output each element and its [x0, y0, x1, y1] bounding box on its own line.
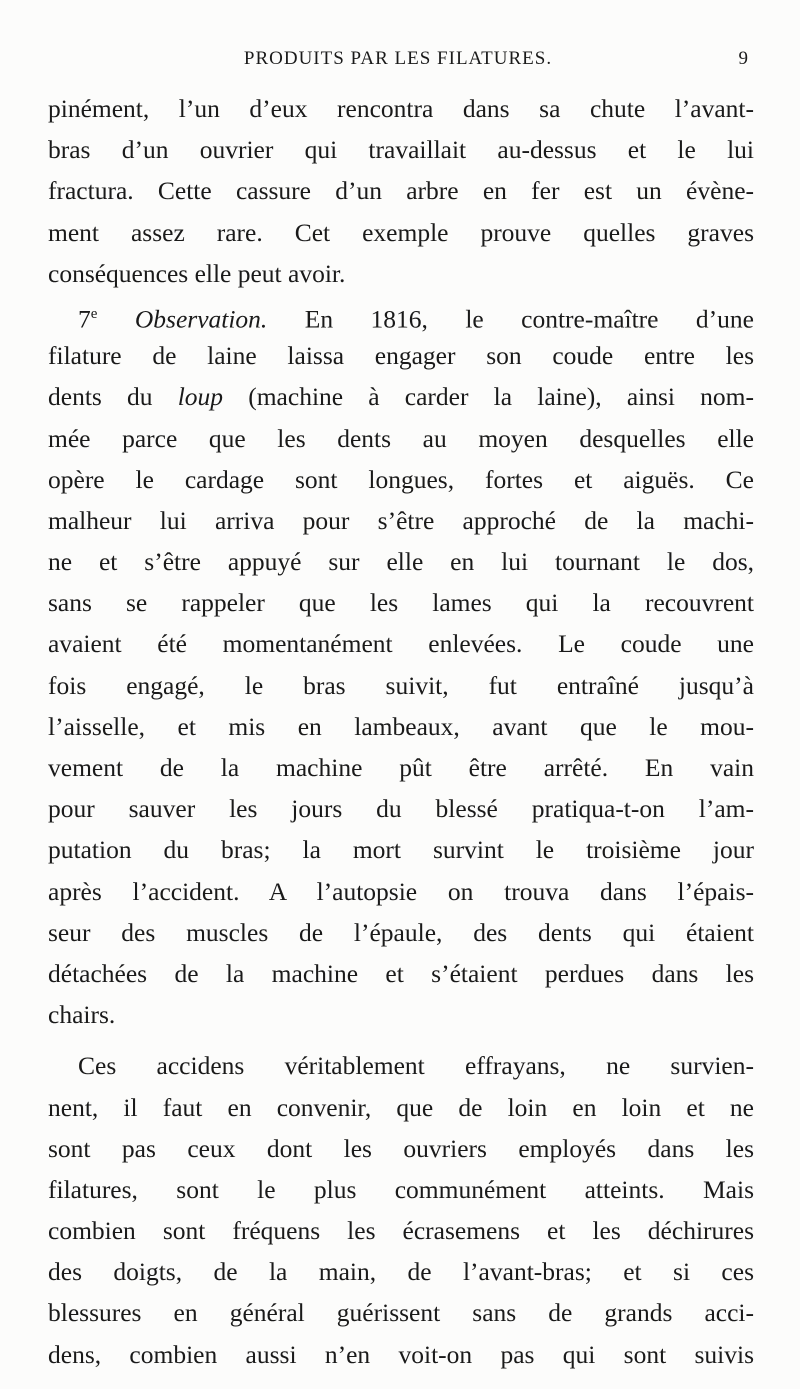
text-fragment: dents du [48, 382, 178, 412]
running-title: PRODUITS PAR LES FILATURES. [243, 48, 553, 69]
observation-label: Observation. [134, 304, 268, 334]
page-number: 9 [738, 48, 748, 69]
text-fragment: (machine à carder la laine), ainsi nom- [223, 382, 755, 412]
text-line: Ces accidens véritablement effrayans, ne survien- [78, 1051, 754, 1081]
paragraph-accidents [48, 1045, 754, 1375]
paragraph-continuation [48, 88, 754, 294]
text-line: bras d’un ouvrier qui travaillait au-dessus et le lui [48, 135, 754, 165]
text-line: seur des muscles de l’épaule, des dents qui étaient [48, 917, 754, 947]
text-line: combien sont fréquens les écrasemens et les déchirures [48, 1216, 754, 1246]
text-line: blessures en général guérissent sans de grands acci- [48, 1298, 754, 1328]
observation-heading-line [48, 294, 754, 335]
observation-number: 7 [78, 304, 91, 334]
page-header [48, 46, 748, 76]
text-line: ne et s’être appuyé sur elle en lui tournant le dos, [48, 547, 754, 577]
text-line: filature de laine laissa engager son coude entre les [48, 341, 754, 371]
text-line: sans se rappeler que les lames qui la recouvrent [48, 588, 754, 618]
observation-ordinal: e [90, 305, 98, 322]
text-line: conséquences elle peut avoir. [48, 258, 346, 288]
text-line: malheur lui arriva pour s’être approché de la machi- [48, 505, 754, 535]
text-line: pour sauver les jours du blessé pratiqua-t-on l’am- [48, 794, 754, 824]
text-line: l’aisselle, et mis en lambeaux, avant que le mou- [48, 711, 754, 741]
text-line: des doigts, de la main, de l’avant-bras; et si ces [48, 1257, 754, 1287]
text-line: sont pas ceux dont les ouvriers employés dans les [48, 1133, 754, 1163]
text-line: nent, il faut en convenir, que de loin en loin et ne [48, 1092, 754, 1122]
italic-term: loup [177, 382, 224, 412]
text-line: mée parce que les dents au moyen desquelles elle [48, 423, 754, 453]
text-line: ment assez rare. Cet exemple prouve quelles graves [48, 217, 754, 247]
text-line: pinément, l’un d’eux rencontra dans sa chute l’avant- [48, 94, 754, 123]
body-text [48, 88, 754, 1375]
text-line: fois engagé, le bras suivit, fut entraîné jusqu’à [48, 670, 754, 700]
text-line: putation du bras; la mort survint le troisième jour [48, 835, 754, 865]
text-line: fractura. Cette cassure d’un arbre en fer est un évène- [48, 176, 754, 206]
text-line: avaient été momentanément enlevées. Le coude une [48, 629, 754, 659]
paragraph-observation [48, 294, 754, 1035]
text-line: vement de la machine pût être arrêté. En vain [48, 753, 754, 782]
text-line: après l’accident. A l’autopsie on trouva dans l’épais- [48, 876, 754, 906]
text-line: opère le cardage sont longues, fortes et aiguës. Ce [48, 464, 754, 494]
text-line-rest: En 1816, le contre-maître d’une [267, 304, 754, 334]
paragraph-gap [48, 1035, 754, 1045]
text-line: détachées de la machine et s’étaient perdues dans les [48, 958, 754, 988]
text-line [48, 376, 754, 417]
text-line: chairs. [48, 1000, 116, 1030]
text-line: dens, combien aussi n’en voit-on pas qui sont suivis [48, 1339, 754, 1369]
text-line: filatures, sont le plus communément atteints. Mais [48, 1174, 754, 1204]
